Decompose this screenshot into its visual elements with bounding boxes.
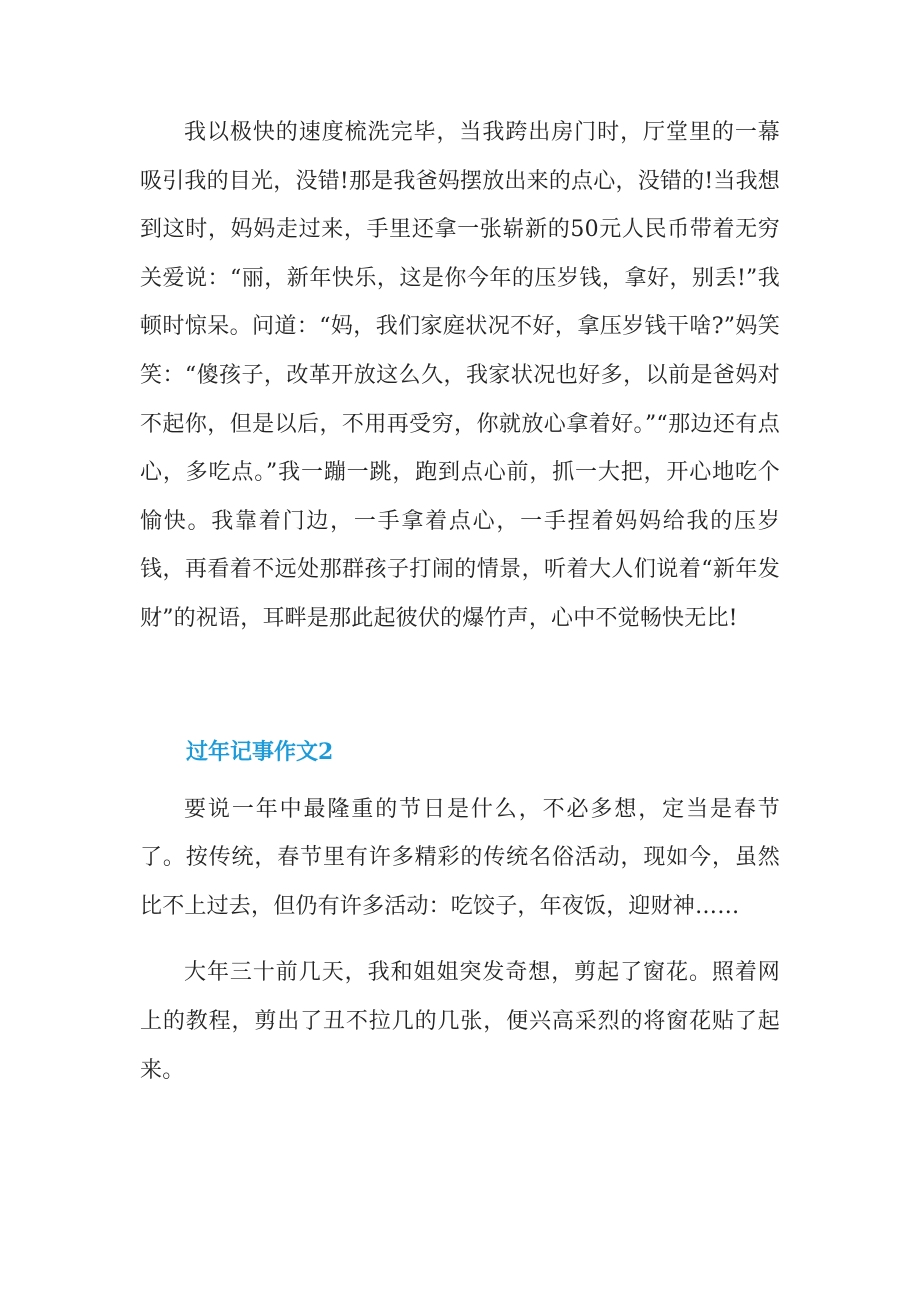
article-paragraph: 要说一年中最隆重的节日是什么，不必多想，定当是春节了。按传统，春节里有许多精彩的传统名俗活动，现如今，虽然比不上过去，但仍有许多活动：吃饺子，年夜饭，迎财神…… bbox=[140, 796, 780, 919]
article-paragraph: 大年三十前几天，我和姐姐突发奇想，剪起了窗花。照着网上的教程，剪出了丑不拉几的几张，便兴高采烈的将窗花贴了起来。 bbox=[140, 960, 780, 1083]
document-page bbox=[140, 109, 780, 1095]
article-paragraph: 我以极快的速度梳洗完毕，当我跨出房门时，厅堂里的一幕吸引我的目光，没错!那是我爸妈摆放出来的点心，没错的!当我想到这时，妈妈走过来，手里还拿一张崭新的50元人民币带着无穷关爱说：“丽，新年快乐，这是你今年的压岁钱，拿好，别丢!”我顿时惊呆。问道：“妈，我们家庭状况不好，拿压岁钱干啥?”妈笑笑：“傻孩子，改革开放这么久，我家状况也好多，以前是爸妈对不起你，但是以后，不用再受穷，你就放心拿着好。”“那边还有点心，多吃点。”我一蹦一跳，跑到点心前，抓一大把，开心地吃个愉快。我靠着门边，一手拿着点心，一手捏着妈妈给我的压岁钱，再看着不远处那群孩子打闹的情景，听着大人们说着“新年发财”的祝语，耳畔是那此起彼伏的爆竹声，心中不觉畅快无比! bbox=[140, 120, 780, 631]
section-heading: 过年记事作文2 bbox=[186, 738, 334, 765]
